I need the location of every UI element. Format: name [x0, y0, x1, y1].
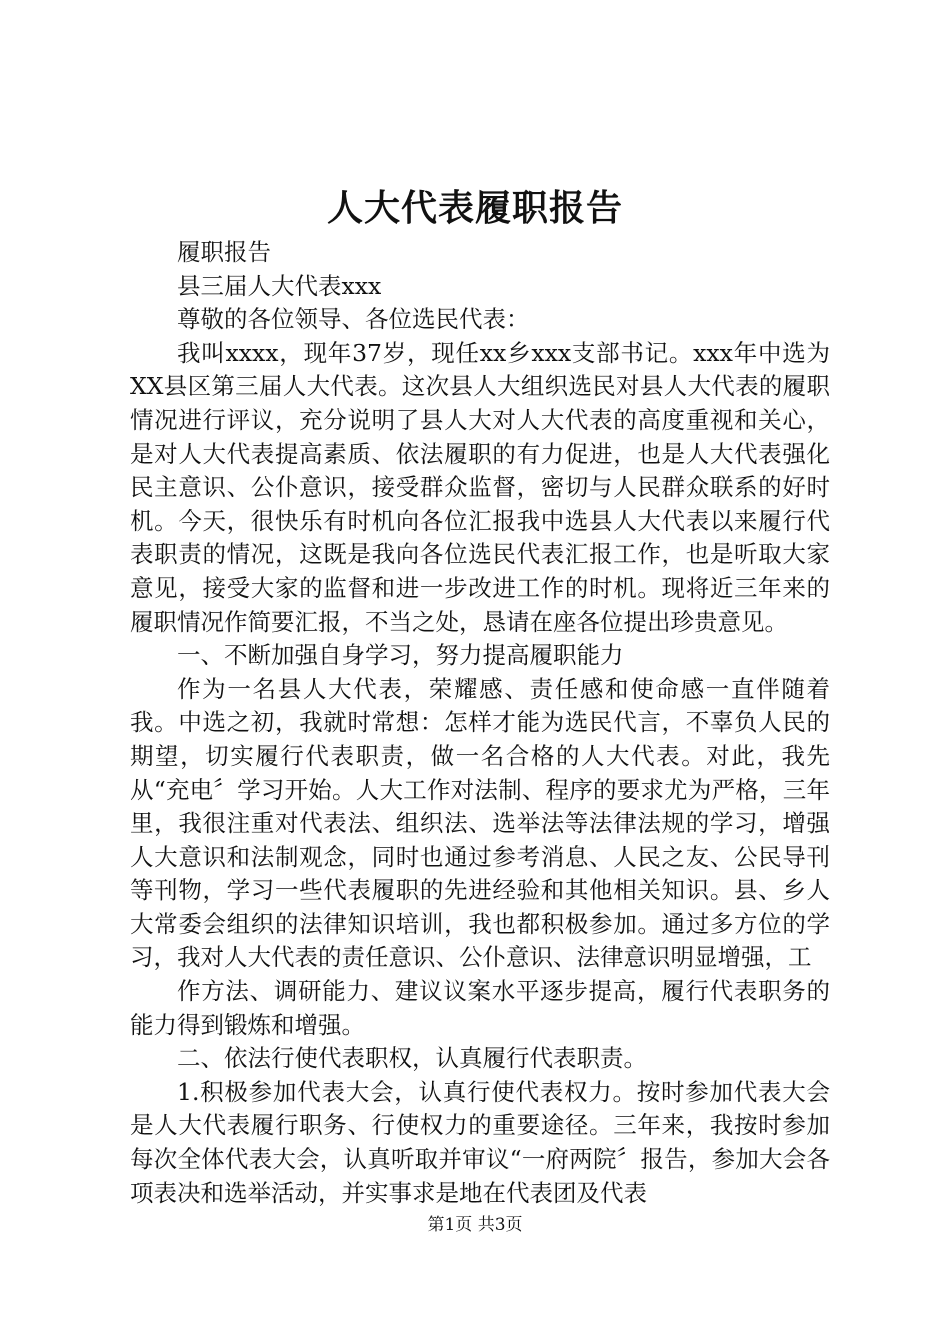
paragraph: 作方法、调研能力、建议议案水平逐步提高，履行代表职务的能力得到锻炼和增强。	[130, 977, 830, 1039]
document-title: 人大代表履职报告	[326, 187, 623, 229]
paragraph: 1.积极参加代表大会，认真行使代表权力。按时参加代表大会是人大代表履行职务、行使权力的重要途径。三年来，我按时参加每次全体代表大会，认真听取并审议“一府两院〞报告，参加大会各项表决和选举活动，并实事求是地在代表团及代表	[130, 1077, 830, 1207]
document-body	[130, 236, 830, 1210]
paragraph: 我叫xxxx，现年37岁，现任xx乡xxx支部书记。xxx年中选为XX县区第三届人大代表。这次县人大组织选民对县人大代表的履职情况进行评议，充分说明了县人大对人大代表的高度重视和关心，是对人大代表提高素质、依法履职的有力促进，也是人大代表强化民主意识、公仆意识，接受群众监督，密切与人民群众联系的好时机。今天，很快乐有时机向各位汇报我中选县人大代表以来履行代表职责的情况，这既是我向各位选民代表汇报工作，也是听取大家意见，接受大家的监督和进一步改进工作的时机。现将近三年来的履职情况作简要汇报，不当之处，恳请在座各位提出珍贵意见。	[130, 338, 830, 636]
paragraph: 县三届人大代表xxx	[177, 271, 382, 300]
paragraph: 作为一名县人大代表，荣耀感、责任感和使命感一直伴随着我。中选之初，我就时常想：怎样才能为选民代言，不辜负人民的期望，切实履行代表职责，做一名合格的人大代表。对此，我先从“充电〞学习开始。人大工作对法制、程序的要求尤为严格，三年里，我很注重对代表法、组织法、选举法等法律法规的学习，增强人大意识和法制观念，同时也通过参考消息、人民之友、公民导刊等刊物，学习一些代表履职的先进经验和其他相关知识。县、乡人大常委会组织的法律知识培训，我也都积极参加。通过多方位的学习，我对人大代表的责任意识、公仆意识、法律意识明显增强，工	[130, 674, 830, 972]
paragraph: 尊敬的各位领导、各位选民代表：	[177, 305, 530, 334]
section-heading: 一、不断加强自身学习，努力提高履职能力	[177, 641, 624, 670]
section-heading: 二、依法行使代表职权，认真履行代表职责。	[177, 1044, 647, 1073]
paragraph: 履职报告	[177, 238, 271, 266]
page-footer: 第1页 共3页	[427, 1215, 523, 1235]
